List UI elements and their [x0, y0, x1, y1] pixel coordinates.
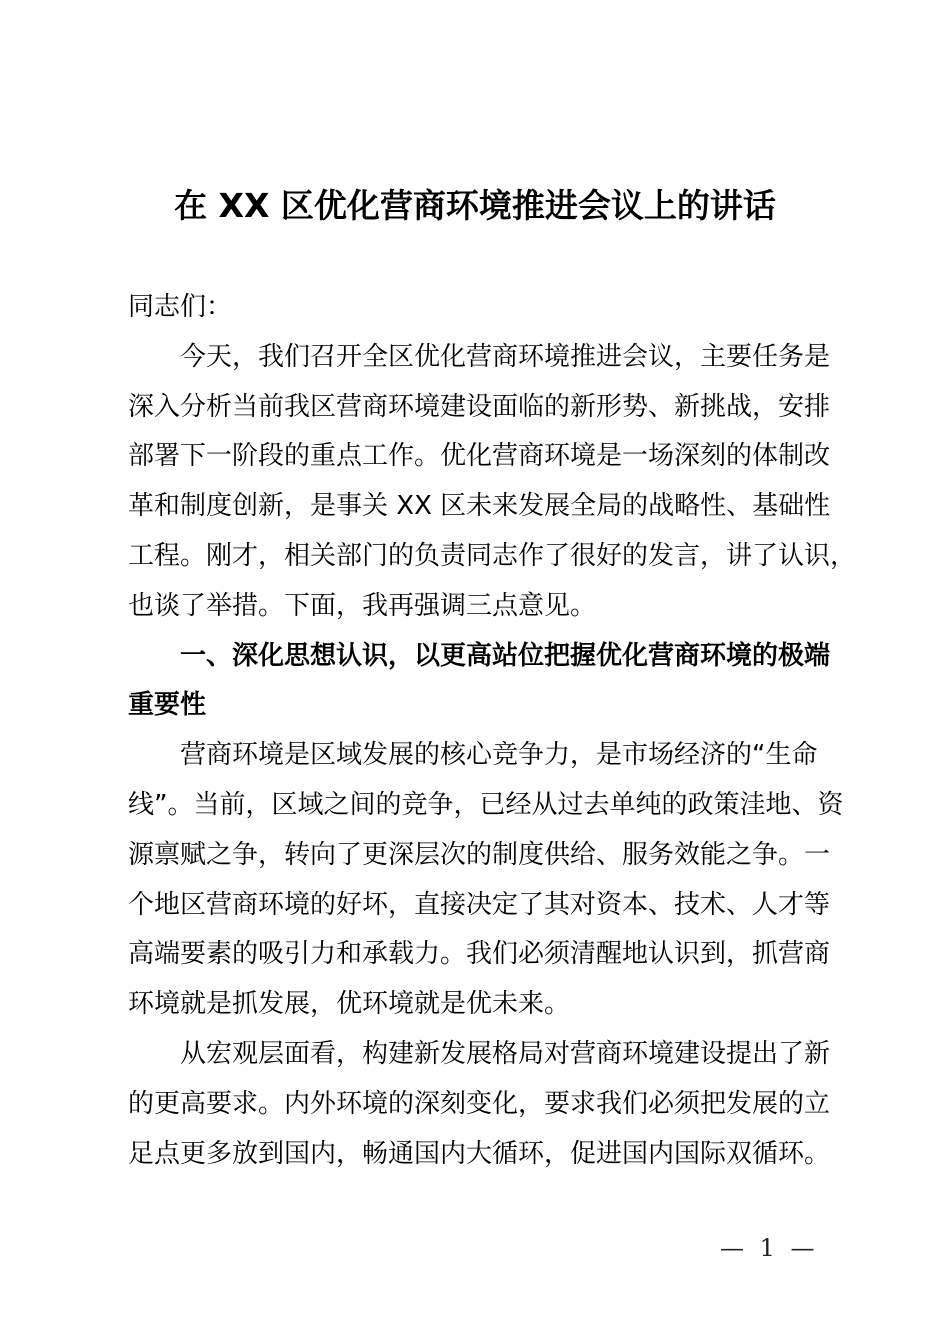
- body-line: 也谈了举措。下面，我再强调三点意见。: [128, 590, 597, 621]
- body-line: 今天，我们召开全区优化营商环境推进会议，主要任务是: [180, 341, 831, 372]
- body-line: 从宏观层面看，构建新发展格局对营商环境建设提出了新: [180, 1038, 831, 1069]
- salutation: 同志们：: [128, 292, 233, 322]
- body-line: 部署下一阶段的重点工作。优化营商环境是一场深刻的体制改: [128, 441, 831, 472]
- body-line: 深入分析当前我区营商环境建设面临的新形势、新挑战，安排: [128, 391, 831, 422]
- document-body: [128, 283, 868, 1179]
- section-heading: 一、深化思想认识，以更高站位把握优化营商环境的极端: [180, 640, 831, 671]
- body-line: 高端要素的吸引力和承载力。我们必须清醒地认识到，抓营商: [128, 939, 831, 970]
- body-line: 个地区营商环境的好坏，直接决定了其对资本、技术、人才等: [128, 889, 831, 920]
- body-line: 环境就是抓发展，优环境就是优未来。: [128, 989, 571, 1020]
- body-line: 足点更多放到国内，畅通国内大循环，促进国内国际双循环。: [128, 1138, 831, 1169]
- body-line: 营商环境是区域发展的核心竞争力，是市场经济的“生命: [180, 740, 818, 771]
- body-line: 革和制度创新，是事关 XX 区未来发展全局的战略性、基础性: [128, 491, 831, 522]
- body-line: 源禀赋之争，转向了更深层次的制度供给、服务效能之争。一: [128, 839, 831, 870]
- document-title: 在 XX 区优化营商环境推进会议上的讲话: [174, 186, 776, 225]
- body-line: 工程。刚才，相关部门的负责同志作了很好的发言，讲了认识，: [128, 540, 857, 571]
- section-heading: 重要性: [128, 690, 207, 721]
- page-number: — 1 —: [720, 1234, 819, 1262]
- body-line: 的更高要求。内外环境的深刻变化，要求我们必须把发展的立: [128, 1088, 831, 1119]
- body-line: 线”。当前，区域之间的竞争，已经从过去单纯的政策洼地、资: [128, 789, 844, 820]
